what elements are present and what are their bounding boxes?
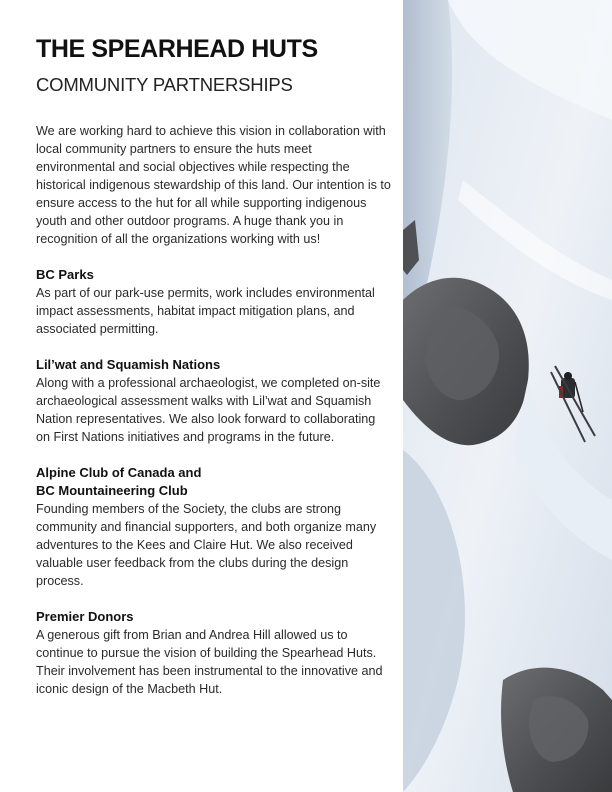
page-title: THE SPEARHEAD HUTS <box>36 35 318 63</box>
section-premier-donors <box>36 608 391 698</box>
section-heading: BC Parks <box>36 267 94 282</box>
section-body: Founding members of the Society, the clubs are strong community and financial supporters, and both organize many adventures to the Kees and Claire Hut. We also received valuable user feedback from the clubs during the design process. <box>36 502 377 588</box>
section-heading <box>36 464 391 500</box>
section-heading-line2: BC Mountaineering Club <box>36 483 188 498</box>
mountain-skier-photo <box>403 0 612 792</box>
section-heading: Premier Donors <box>36 609 134 624</box>
section-heading-line1: Alpine Club of Canada and <box>36 465 202 480</box>
section-body: A generous gift from Brian and Andrea Hill allowed us to continue to pursue the vision of building the Spearhead Huts. Their involvement has been instrumental to the innovative and iconic design of the Macbeth Hut. <box>36 628 383 696</box>
section-alpine-clubs <box>36 464 391 590</box>
section-bc-parks <box>36 266 391 338</box>
section-body: Along with a professional archaeologist, we completed on-site archaeological assessment walks with Lil’wat and Squamish Nation representatives. We also look forward to collaborating on First Nations initiatives and programs in the future. <box>36 376 381 444</box>
text-column <box>36 34 391 698</box>
section-lilwat-squamish <box>36 356 391 446</box>
section-body: As part of our park-use permits, work includes environmental impact assessments, habitat impact mitigation plans, and associated permitting. <box>36 286 375 336</box>
section-heading: Lil’wat and Squamish Nations <box>36 357 221 372</box>
intro-paragraph: We are working hard to achieve this vision in collaboration with local community partners to ensure the huts meet environmental and social objectives while respecting the historical indigenous stewardship of this land. Our intention is to ensure access to the hut for all while supporting indigenous youth and other outdoor programs. A huge thank you in recognition of all the organizations working with us! <box>36 124 391 246</box>
page-subtitle: COMMUNITY PARTNERSHIPS <box>36 74 293 95</box>
